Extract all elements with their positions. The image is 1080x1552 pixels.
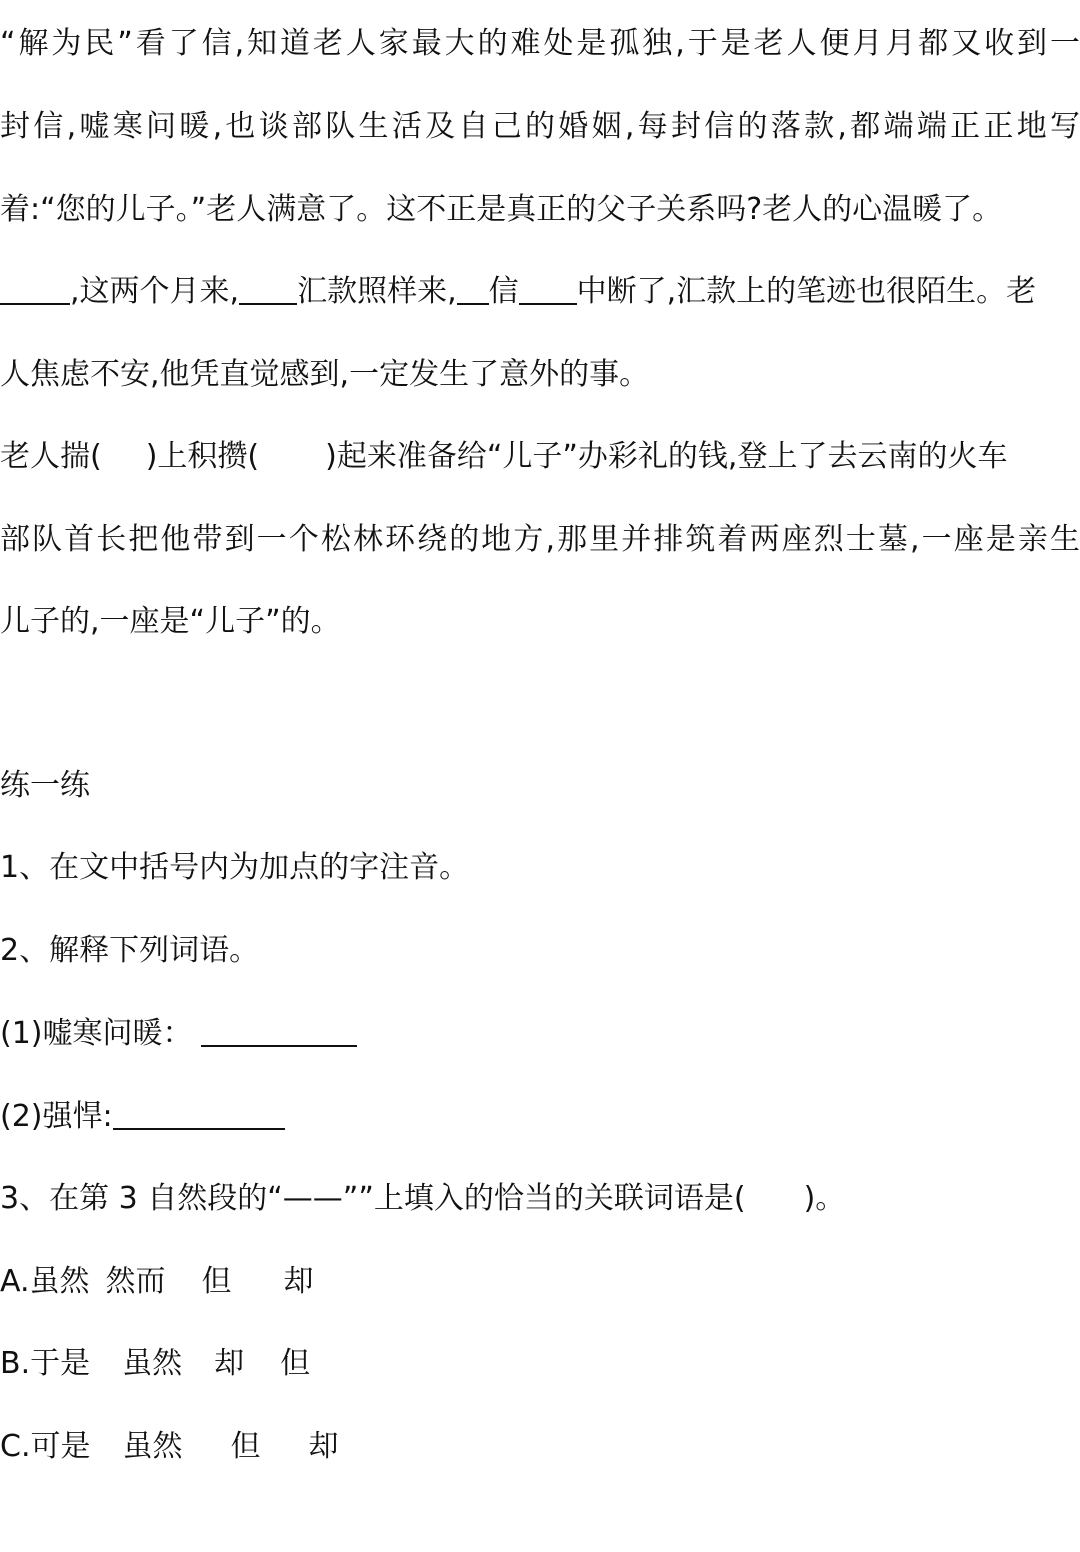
option-word: 虽然 [122,1429,183,1464]
item-label: (2)强悍: [0,1099,113,1134]
fill-blank[interactable] [457,273,489,305]
option-word: 却 [214,1346,245,1381]
option-letter: C. [0,1429,31,1464]
exercise-heading: 练一练 [0,768,90,803]
option-word: 但 [201,1264,232,1299]
option-a[interactable] [0,1262,1080,1302]
option-word: 但 [230,1429,261,1464]
passage-line-6 [0,437,1080,477]
option-b[interactable] [0,1344,1080,1384]
passage-line-1: “解为民”看了信,知道老人家最大的难处是孤独,于是老人便月月都又收到一 [0,26,1080,61]
option-word: 却 [283,1264,314,1299]
line-text: )上积攒( [145,439,260,474]
line-text: 汇款照样来, [297,274,457,309]
line-text: 信 [488,274,519,309]
question-2-item-2 [0,1097,1080,1137]
option-word: 但 [280,1346,311,1381]
question-text: 3、在第 3 自然段的“——””上填入的恰当的关联词语是( [0,1181,746,1216]
question-text-end: )。 [803,1181,846,1216]
passage-line-4 [0,272,1080,312]
line-text: 中断了,汇款上的笔迹也很陌生。老 [576,274,1037,309]
fill-blank[interactable] [519,273,577,305]
item-label: (1)嘘寒问暖： [0,1016,193,1051]
answer-blank[interactable] [113,1098,285,1130]
line-text: 老人揣( [0,439,102,474]
question-2: 2、解释下列词语。 [0,933,260,968]
passage-line-7: 部队首长把他带到一个松林环绕的地方,那里并排筑着两座烈士墓,一座是亲生 [0,522,1080,557]
option-letter: A. [0,1264,30,1299]
option-word: 然而 [105,1264,166,1299]
option-word: 却 [308,1429,339,1464]
question-3 [0,1179,1080,1219]
answer-blank[interactable] [201,1015,357,1047]
passage-line-3: 着:“您的儿子。”老人满意了。这不正是真正的父子关系吗?老人的心温暖了。 [0,192,1003,227]
question-1: 1、在文中括号内为加点的字注音。 [0,850,470,885]
passage-line-2: 封信,嘘寒问暖,也谈部队生活及自己的婚姻,每封信的落款,都端端正正地写 [0,109,1080,144]
option-word: 虽然 [29,1264,90,1299]
passage-line-8: 儿子的,一座是“儿子”的。 [0,604,341,639]
option-word: 于是 [30,1346,91,1381]
line-text: )起来准备给“儿子”办彩礼的钱,登上了去云南的火车 [325,439,1008,474]
question-2-item-1 [0,1014,1080,1054]
passage-line-5: 人焦虑不安,他凭直觉感到,一定发生了意外的事。 [0,357,650,392]
line-text: ,这两个月来, [70,274,240,309]
option-word: 可是 [30,1429,91,1464]
option-letter: B. [0,1346,31,1381]
option-word: 虽然 [122,1346,183,1381]
option-c[interactable] [0,1427,1080,1467]
fill-blank[interactable] [0,273,70,305]
fill-blank[interactable] [239,273,297,305]
